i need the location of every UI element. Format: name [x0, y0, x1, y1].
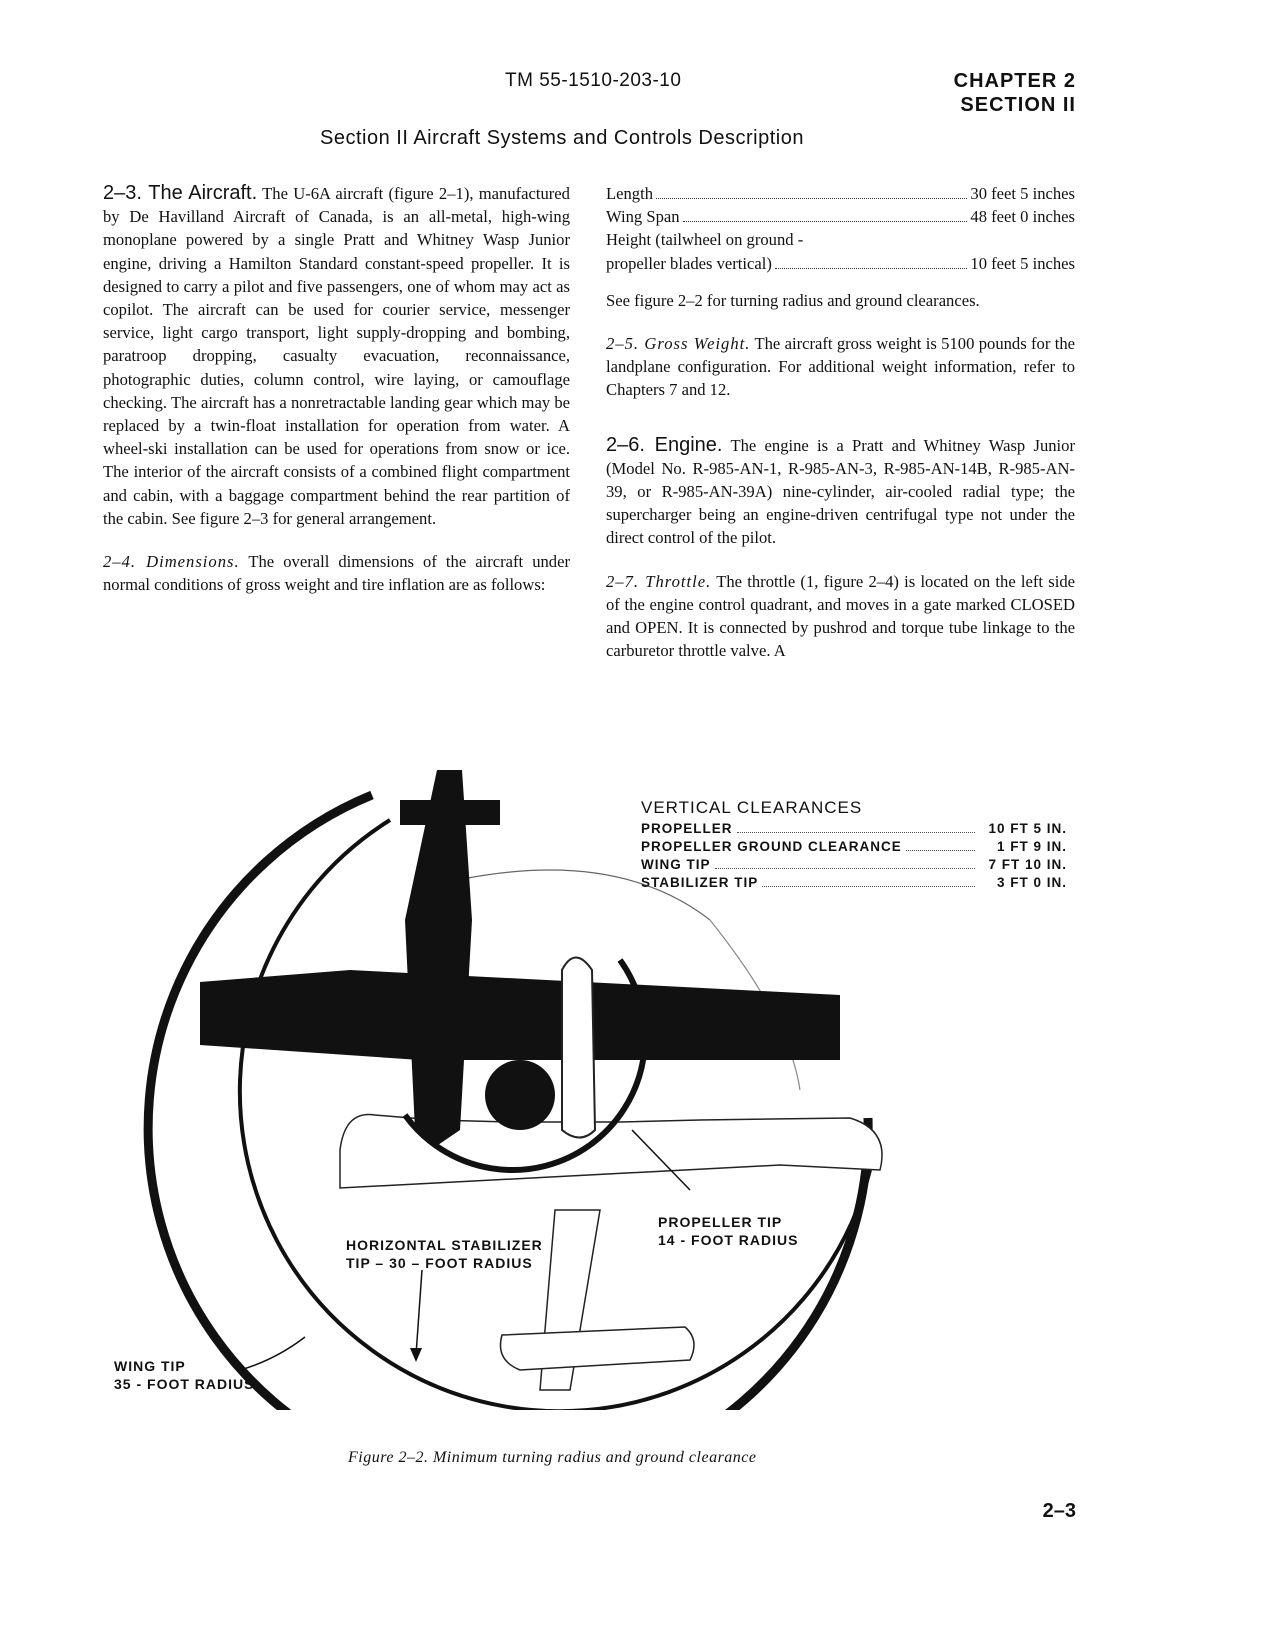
- paragraph-text: The U-6A aircraft (figure 2–1), manufactured by De Havilland Aircraft of Canada, is an all-metal, high-wing monoplane powered by a single Pratt and Whitney Wasp Junior engine, driving a Hamilton Standard constant-speed propeller. It is designed to carry a pilot and five passengers, one of whom may act as copilot. The aircraft can be used for courier service, messenger service, light cargo transport, light supply-dropping and bombing, paratroop dropping, casualty evacuation, reconnaissance, photographic duties, column control, wire laying, or camouflage checking. The aircraft has a nonretractable landing gear which may be replaced by a twin-float installation for operation from water. A wheel-ski installation can be used for operations from snow or ice. The interior of the aircraft consists of a combined flight compartment and cabin, with a baggage compartment behind the rear partition of the cabin. See figure 2–3 for general arrangement.: [103, 184, 570, 528]
- dimension-row-wing-span: [606, 205, 1075, 228]
- dimensions-list: [606, 182, 1075, 275]
- dimension-label: propeller blades vertical): [606, 253, 772, 273]
- clearance-row: [641, 820, 1067, 838]
- wing-radius-label: 35 - FOOT RADIUS: [114, 1376, 255, 1392]
- paragraph-engine: [606, 434, 1075, 550]
- dot-leader: [737, 832, 975, 833]
- paragraph-text: The throttle (1, figure 2–4) is located on the left side of the engine control quadrant, and moves in a gate marked CLOSED and OPEN. It is connected by pushrod and torque tube linkage to the carburetor throttle valve. A: [606, 571, 1075, 661]
- paragraph-aircraft: [103, 182, 570, 530]
- clearance-label: WING TIP: [641, 857, 711, 872]
- paragraph-dimensions: [103, 550, 570, 596]
- dimension-value: 30 feet 5 inches: [970, 184, 1075, 203]
- paragraph-gross-weight: [606, 332, 1075, 402]
- clearance-row: [641, 856, 1067, 874]
- dot-leader: [775, 268, 968, 269]
- propeller-hub: [562, 958, 595, 1138]
- clearance-label: STABILIZER TIP: [641, 875, 759, 890]
- dimension-value: 48 feet 0 inches: [970, 207, 1075, 227]
- wing-tip-label: WING TIP: [114, 1358, 186, 1374]
- stabilizer-radius-label: TIP – 30 – FOOT RADIUS: [346, 1255, 533, 1271]
- main-wing: [200, 970, 840, 1060]
- stabilizer-tip-label: HORIZONTAL STABILIZER: [346, 1237, 543, 1253]
- dot-leader: [656, 198, 967, 199]
- clearance-value: 7 FT 10 IN.: [988, 857, 1067, 872]
- tail-fin: [400, 800, 500, 825]
- stabilizer-leader-line: [416, 1270, 422, 1355]
- dot-leader: [906, 850, 975, 851]
- dot-leader: [762, 886, 975, 887]
- stabilizer-arrowhead: [410, 1348, 422, 1362]
- document-number: TM 55-1510-203-10: [505, 70, 682, 91]
- paragraph-text: The engine is a Pratt and Whitney Wasp Junior (Model No. R-985-AN-1, R-985-AN-3, R-985-AN-14B, R-985-AN-39, or R-985-AN-39A) nine-cylinder, air-cooled radial type; the supercharger being an engine-driven centrifugal type not under the direct control of the pilot.: [606, 435, 1075, 548]
- propeller-tip-label: PROPELLER TIP: [658, 1214, 783, 1230]
- clearance-value: 10 FT 5 IN.: [988, 821, 1067, 836]
- clearance-value: 3 FT 0 IN.: [996, 875, 1067, 890]
- clearance-row: [641, 838, 1067, 856]
- paragraph-throttle: [606, 570, 1075, 663]
- fuselage: [405, 770, 472, 1145]
- page-number: 2–3: [1042, 1500, 1076, 1522]
- propeller-radius-label: 14 - FOOT RADIUS: [658, 1232, 799, 1248]
- paragraph-text: The aircraft gross weight is 5100 pounds for the landplane configuration. For additional weight information, refer to Chapters 7 and 12.: [606, 334, 1075, 400]
- dot-leader: [683, 221, 968, 222]
- paragraph-text: The overall dimensions of the aircraft under normal conditions of gross weight and tire inflation are as follows:: [103, 552, 570, 595]
- clearance-label: PROPELLER GROUND CLEARANCE: [641, 839, 902, 854]
- vertical-clearances-title: VERTICAL CLEARANCES: [641, 798, 863, 817]
- figure-caption: Figure 2–2. Minimum turning radius and ground clearance: [348, 1449, 757, 1466]
- dimension-height-line: Height (tailwheel on ground -: [606, 230, 804, 250]
- dot-leader: [715, 868, 976, 869]
- engine-cowl: [485, 1060, 555, 1130]
- dimension-label: Wing Span: [606, 207, 680, 227]
- dimension-value: 10 feet 5 inches: [970, 253, 1075, 273]
- paragraph-heading: 2–6. Engine.: [606, 433, 723, 456]
- clearance-row: [641, 874, 1067, 892]
- chapter-heading: CHAPTER 2: [953, 70, 1076, 92]
- section-heading: SECTION II: [960, 94, 1076, 116]
- paragraph-heading: 2–4. Dimensions.: [103, 552, 240, 572]
- left-text-column: [103, 182, 570, 616]
- paragraph-heading: 2–3. The Aircraft.: [103, 182, 258, 204]
- vertical-clearances-table: [641, 798, 1067, 892]
- dimension-row-length: [606, 182, 1075, 205]
- wing-tip-leader-line: [240, 1337, 305, 1370]
- tail-plane: [500, 1327, 694, 1370]
- dimension-label: Length: [606, 184, 654, 203]
- paragraph-heading: 2–7. Throttle.: [606, 571, 712, 591]
- clearance-value: 1 FT 9 IN.: [996, 839, 1067, 854]
- right-text-column: [606, 182, 1075, 682]
- section-title: Section II Aircraft Systems and Controls Description: [320, 127, 804, 149]
- paragraph-heading: 2–5. Gross Weight.: [606, 334, 751, 354]
- dimension-row-height: [606, 252, 1075, 275]
- clearance-label: PROPELLER: [641, 821, 733, 836]
- turning-radius-note: See figure 2–2 for turning radius and ground clearances.: [606, 290, 980, 310]
